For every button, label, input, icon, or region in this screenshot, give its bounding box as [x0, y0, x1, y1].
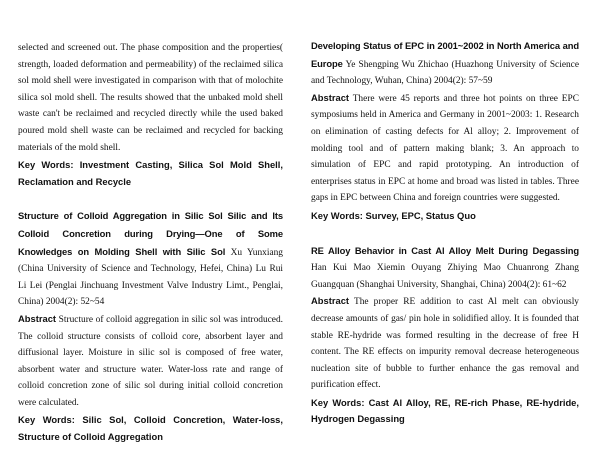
keywords-text: Cast Al Alloy, RE, RE-rich Phase, RE-hydride, Hydrogen Degassing — [311, 396, 580, 425]
continued-abstract: selected and screened out. The phase composition and the properties( strength, loaded deformation and permeability) of the reclaimed silica sol mold shell were investigated in comparison with that of molochite silica sol mold shell. The results showed that the unbaked mold shell waste can't be reclaimed and recycled directly while the used baked poured mold shell waste can be reclaimed and recycled for backing materials of the mold shell. — [18, 43, 283, 153]
keywords-text: Silic Sol, Colloid Concretion, Water-loss, Structure of Colloid Aggregation — [18, 414, 283, 443]
article-entry — [18, 208, 283, 311]
abstract-label: Abstract — [311, 295, 350, 307]
article-title: Structure of Colloid Aggregation in Silic Sol Silic and Its Colloid Concretion during Drying—One of Some Knowledges on Molding Shell with Silic Sol — [18, 210, 283, 257]
article-abstract — [311, 293, 579, 394]
article-authors: Xu Yunxiang (China University of Science and Technology, Hefei, China) Lu Rui Li Lei (Penglai Jinchuang Investment Valve Industry Limt., Penglai, China) 2004(2): 52~54 — [18, 247, 283, 308]
right-column — [311, 38, 579, 428]
article-authors: Ye Shengping Wu Zhichao (Huazhong University of Science and Technology, Wuhan, China) 2004(2): 57~59 — [311, 59, 579, 87]
abstract-text: There were 45 reports and three hot points on three EPC symposiums held in America and Germany in 2001~2003: 1. Research on elimination of casting defects for Al alloy; 2. Improvement of molding tool and of pattern making blank; 3. An approach to simulation of EPC and rapid prototyping. An introduction of enterprises status in EPC at home and broad was listed in tables. Three gaps in EPC between China and foreign countries were suggested. — [311, 93, 579, 204]
abstract-text: The proper RE addition to cast Al melt can obviously decrease amounts of gas/ pin hole in solidified alloy. It is founded that stable RE-hydride was formed resulting in the decrease of free H content. The RE effects on impurity removal decrease heterogeneous nucleation site of bubble to further enhance the gas removal and purification effect. — [311, 297, 579, 391]
article-entry — [311, 243, 579, 294]
keywords-label: Key Words: — [18, 159, 74, 171]
keywords-text: Investment Casting, Silica Sol Mold Shell, Reclamation and Recycle — [18, 159, 283, 187]
keywords-label: Key Words: — [18, 414, 75, 426]
left-column — [18, 40, 283, 446]
continued-keywords — [18, 157, 283, 190]
article-keywords — [18, 412, 283, 445]
article-abstract — [311, 90, 579, 207]
keywords-label: Key Words: — [311, 396, 365, 408]
article-keywords — [311, 395, 579, 428]
article-keywords — [311, 208, 579, 225]
article-title: RE Alloy Behavior in Cast Al Alloy Melt During Degassing — [311, 244, 579, 256]
abstract-text: Structure of colloid aggregation in silic sol was introduced. The colloid structure consists of colloid core, absorbent layer and diffusional layer. Moisture in silic sol is composed of free water, absorbent water and structure water. Water-loss rate and range of colloid concretion zone of silic sol during initial colloid concretion were calculated. — [18, 314, 283, 408]
keywords-label: Key Words: — [311, 209, 363, 221]
keywords-text: Survey, EPC, Status Quo — [365, 209, 476, 221]
abstract-label: Abstract — [311, 91, 350, 103]
abstract-label: Abstract — [18, 312, 57, 324]
article-abstract — [18, 311, 283, 412]
article-title: Developing Status of EPC in 2001~2002 in North America and Europe — [311, 40, 579, 69]
article-authors: Han Kui Mao Xiemin Ouyang Zhiying Mao Chuanrong Zhang Guangquan (Shanghai University, Shanghai, China) 2004(2): 61~62 — [311, 263, 579, 290]
article-entry — [311, 38, 579, 90]
